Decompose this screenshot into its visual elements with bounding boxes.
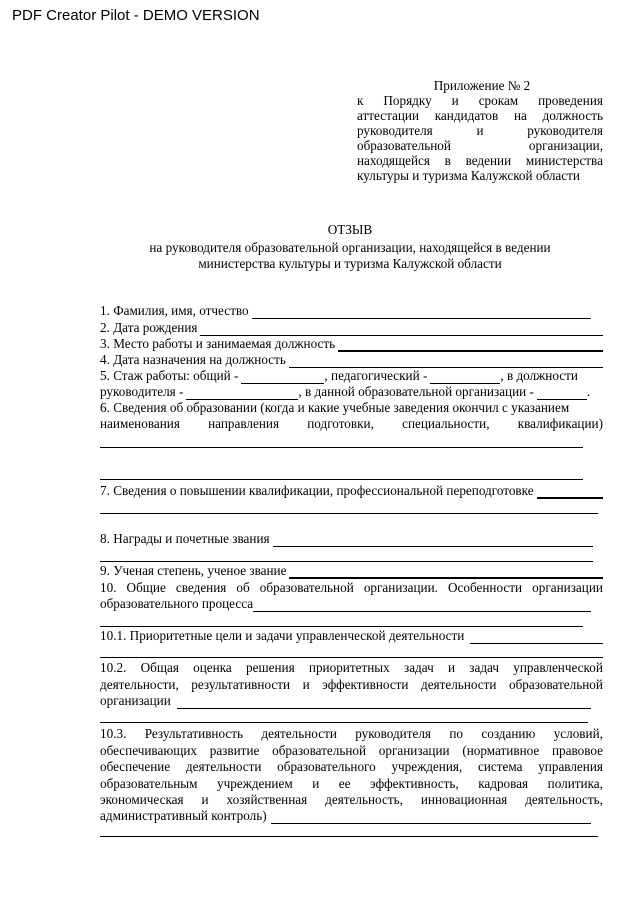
document-subtitle bbox=[100, 240, 600, 272]
field-label: 9. Ученая степень, ученое звание bbox=[100, 563, 287, 578]
appendix-block bbox=[357, 78, 603, 183]
field-education-line-2: наименования направления подготовки, специальности, квалификации) bbox=[100, 416, 603, 431]
workplace-blank[interactable] bbox=[338, 339, 603, 352]
field-label: , в данной образовательной организации - bbox=[298, 384, 534, 399]
education-blank-line-1[interactable] bbox=[100, 447, 583, 448]
field-label: организации bbox=[100, 693, 171, 708]
field-degree bbox=[100, 563, 603, 579]
field-label: 5. Стаж работы: общий - bbox=[100, 368, 239, 383]
field-label: руководителя - bbox=[100, 384, 184, 399]
appendix-line-4: образовательной организации, bbox=[357, 138, 603, 153]
field-general-info-line-1: 10. Общие сведения об образовательной организации. Особенности организации bbox=[100, 580, 603, 595]
field-experience-line-1 bbox=[100, 368, 603, 384]
assessment-blank[interactable] bbox=[177, 697, 591, 709]
degree-blank[interactable] bbox=[289, 566, 603, 579]
field-experience-line-2 bbox=[100, 384, 603, 400]
field-label: образовательного процесса bbox=[100, 596, 254, 611]
field-results-line-4: образовательным учреждением и ее эффективность, кадровая политика, bbox=[100, 776, 603, 791]
birth-date-blank[interactable] bbox=[200, 324, 603, 336]
field-results-line-1: 10.3. Результативность деятельности руководителя по созданию условий, bbox=[100, 726, 603, 741]
field-results-line-6 bbox=[100, 808, 603, 824]
general-info-blank-line[interactable] bbox=[100, 626, 583, 627]
appendix-line-5: находящейся в ведении министерства bbox=[357, 153, 603, 168]
qualification-blank-line[interactable] bbox=[100, 513, 598, 514]
head-experience-blank[interactable] bbox=[186, 388, 298, 400]
subtitle-line-2: министерства культуры и туризма Калужской области bbox=[198, 256, 502, 271]
field-awards bbox=[100, 531, 603, 547]
field-full-name bbox=[100, 303, 603, 319]
appendix-line-6: культуры и туризма Калужской области bbox=[357, 168, 580, 183]
awards-blank-line[interactable] bbox=[100, 561, 593, 562]
field-label: 1. Фамилия, имя, отчество bbox=[100, 303, 249, 318]
appointment-date-blank[interactable] bbox=[289, 356, 603, 368]
appendix-line-2: аттестации кандидатов на должность bbox=[357, 108, 603, 123]
field-appointment-date bbox=[100, 352, 603, 368]
total-experience-blank[interactable] bbox=[241, 372, 324, 384]
field-general-info-line-2 bbox=[100, 596, 603, 612]
org-experience-blank[interactable] bbox=[537, 388, 587, 400]
assessment-blank-line[interactable] bbox=[100, 722, 588, 723]
teaching-experience-blank[interactable] bbox=[430, 372, 500, 384]
field-label: 4. Дата назначения на должность bbox=[100, 352, 286, 367]
field-results-line-5: экономическая и хозяйственная деятельность, инновационная деятельность, bbox=[100, 792, 603, 807]
field-label: 8. Награды и почетные звания bbox=[100, 531, 270, 546]
field-label: . bbox=[586, 384, 591, 399]
field-label: административный контроль) bbox=[100, 808, 267, 823]
awards-blank[interactable] bbox=[273, 535, 593, 547]
results-blank-line[interactable] bbox=[100, 836, 598, 837]
field-label: , педагогический - bbox=[324, 368, 428, 383]
field-workplace bbox=[100, 336, 603, 352]
priority-goals-blank-line[interactable] bbox=[100, 657, 603, 658]
field-results-line-3: обеспечение деятельности образовательного учреждения, система управления bbox=[100, 759, 603, 774]
subtitle-line-1: на руководителя образовательной организации, находящейся в ведении bbox=[149, 240, 551, 255]
field-label: 10.1. Приоритетные цели и задачи управленческой деятельности bbox=[100, 628, 465, 643]
education-blank-line-2[interactable] bbox=[100, 479, 583, 480]
field-results-line-2: обеспечивающих развитие образовательной организации (нормативное правовое bbox=[100, 743, 603, 758]
appendix-line-1: к Порядку и срокам проведения bbox=[357, 93, 603, 108]
field-assessment-line-2: деятельности, результативности и эффективности деятельности образовательной bbox=[100, 677, 603, 692]
appendix-line-3: руководителя и руководителя bbox=[357, 123, 603, 138]
field-label: , в должности bbox=[500, 368, 578, 383]
full-name-blank[interactable] bbox=[252, 307, 591, 319]
qualification-blank[interactable] bbox=[537, 486, 603, 499]
field-label: 3. Место работы и занимаемая должность bbox=[100, 336, 336, 351]
field-label: 7. Сведения о повышении квалификации, профессиональной переподготовке bbox=[100, 483, 534, 498]
appendix-title: Приложение № 2 bbox=[433, 78, 531, 93]
document-title: ОТЗЫВ bbox=[327, 222, 373, 237]
field-priority-goals bbox=[100, 628, 603, 644]
field-qualification bbox=[100, 483, 603, 499]
field-assessment-line-1: 10.2. Общая оценка решения приоритетных задач и задач управленческой bbox=[100, 660, 603, 675]
field-label: 6. Сведения об образовании (когда и какие учебные заведения окончил с указанием bbox=[100, 400, 570, 415]
field-assessment-line-3 bbox=[100, 693, 603, 709]
results-blank[interactable] bbox=[271, 812, 591, 824]
field-education-line-1 bbox=[100, 400, 603, 416]
general-info-blank[interactable] bbox=[253, 600, 591, 612]
field-birth-date bbox=[100, 320, 603, 336]
priority-goals-blank[interactable] bbox=[470, 632, 603, 644]
watermark: PDF Creator Pilot - DEMO VERSION bbox=[12, 7, 260, 24]
field-label: 2. Дата рождения bbox=[100, 320, 198, 335]
